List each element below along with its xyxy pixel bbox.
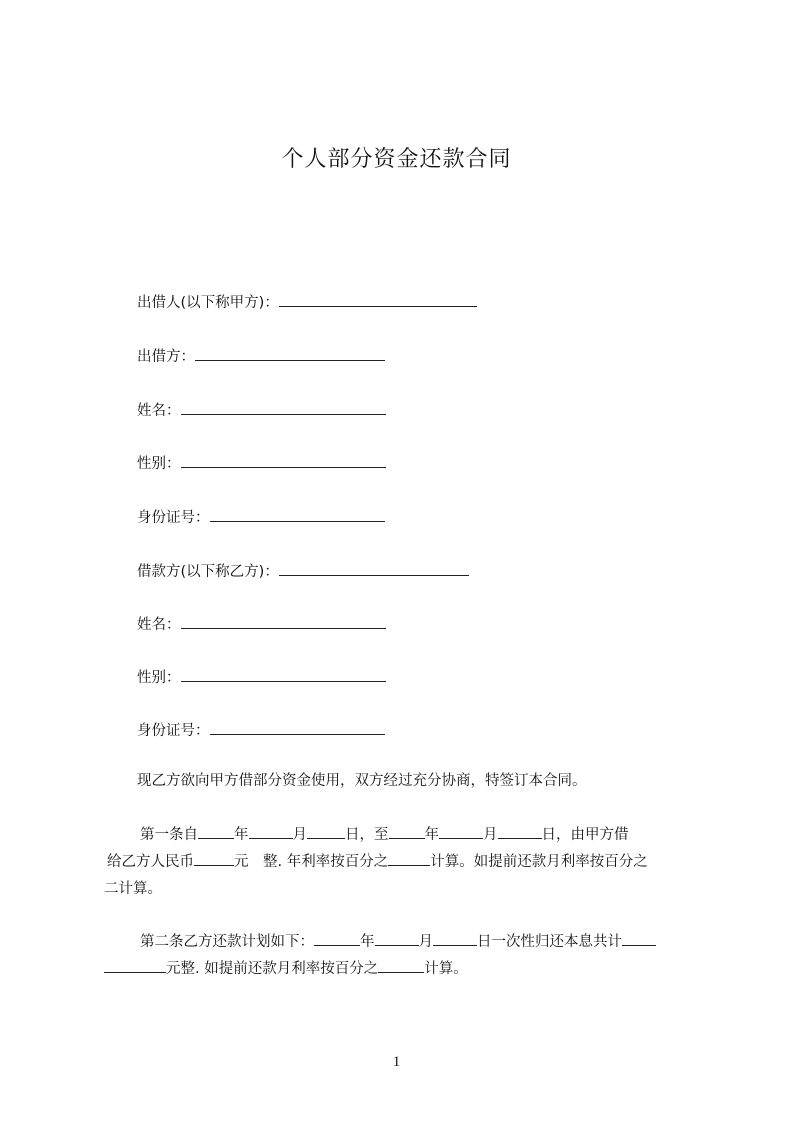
lender-id-label: 身份证号： xyxy=(137,510,210,526)
article2-month-blank[interactable] xyxy=(375,931,419,946)
article2-year-blank[interactable] xyxy=(314,931,360,946)
borrower-id-label: 身份证号： xyxy=(137,723,210,739)
borrower-gender-label: 性别： xyxy=(137,670,181,686)
lender-name-blank[interactable] xyxy=(181,400,386,415)
article2-text: 月 xyxy=(418,934,433,950)
lender-gender-label: 性别： xyxy=(137,456,181,472)
lender-gender-blank[interactable] xyxy=(181,453,386,468)
article1-text: 月 xyxy=(483,827,498,843)
page-number: 1 xyxy=(392,1054,401,1070)
article2-rate-blank[interactable] xyxy=(378,958,424,973)
borrower-id-line xyxy=(137,720,385,741)
borrower-label: 借款方(以下称乙方)： xyxy=(137,564,279,580)
borrower-name-blank[interactable] xyxy=(181,614,386,629)
lender-side-line xyxy=(137,346,385,367)
lender-id-blank[interactable] xyxy=(210,507,385,522)
article1-end-day-blank[interactable] xyxy=(498,824,542,839)
article1-text: 月 xyxy=(292,827,307,843)
article1-end-year-blank[interactable] xyxy=(389,824,425,839)
article2-text: 计算。 xyxy=(424,961,468,977)
borrower-line xyxy=(137,561,469,582)
borrower-blank[interactable] xyxy=(279,561,469,576)
lender-blank[interactable] xyxy=(279,292,477,307)
borrower-gender-blank[interactable] xyxy=(181,667,386,682)
article1-text: 年 xyxy=(424,827,439,843)
borrower-gender-line xyxy=(137,667,386,688)
article1-end-month-blank[interactable] xyxy=(439,824,483,839)
article2-total-blank-a[interactable] xyxy=(622,931,656,946)
lender-id-line xyxy=(137,507,385,528)
borrower-name-line xyxy=(137,614,386,635)
lender-label: 出借人(以下称甲方)： xyxy=(137,295,279,311)
borrower-name-label: 姓名： xyxy=(137,617,181,633)
article2-text: 年 xyxy=(360,934,375,950)
article1-text: 计算。如提前还款月利率按百分之 xyxy=(430,854,648,870)
article2-line1 xyxy=(140,929,656,956)
article1-rate-blank[interactable] xyxy=(388,851,430,866)
article2-day-blank[interactable] xyxy=(433,931,477,946)
borrower-id-blank[interactable] xyxy=(210,720,385,735)
article1-text: 元 整. 年利率按百分之 xyxy=(234,854,389,870)
article1-text: 给乙方人民币 xyxy=(107,854,194,870)
article2-text: 日一次性归还本息共计 xyxy=(477,934,622,950)
article1-line3: 二计算。 xyxy=(104,881,162,897)
intro-paragraph: 现乙方欲向甲方借部分资金使用，双方经过充分协商，特签订本合同。 xyxy=(137,773,587,789)
article1-amount-blank[interactable] xyxy=(194,851,234,866)
article2-text: 第二条乙方还款计划如下： xyxy=(140,934,314,950)
lender-gender-line xyxy=(137,453,386,474)
article2-text: 元整. 如提前还款月利率按百分之 xyxy=(166,961,379,977)
article1-line2 xyxy=(107,849,648,876)
lender-line xyxy=(137,292,477,313)
article1-text: 第一条自 xyxy=(140,827,198,843)
article2-line2 xyxy=(104,956,468,983)
article1-start-month-blank[interactable] xyxy=(249,824,293,839)
lender-side-label: 出借方： xyxy=(137,349,195,365)
article1-text: 日，由甲方借 xyxy=(541,827,629,843)
article1-start-year-blank[interactable] xyxy=(198,824,234,839)
article1-text: 年 xyxy=(234,827,249,843)
document-title: 个人部分资金还款合同 xyxy=(281,147,512,172)
lender-name-line xyxy=(137,400,386,421)
article1-line1 xyxy=(140,822,629,849)
article1-start-day-blank[interactable] xyxy=(307,824,345,839)
lender-side-blank[interactable] xyxy=(195,346,385,361)
lender-name-label: 姓名： xyxy=(137,403,181,419)
article1-text: 日，至 xyxy=(345,827,389,843)
article2-total-blank-b[interactable] xyxy=(104,958,166,973)
